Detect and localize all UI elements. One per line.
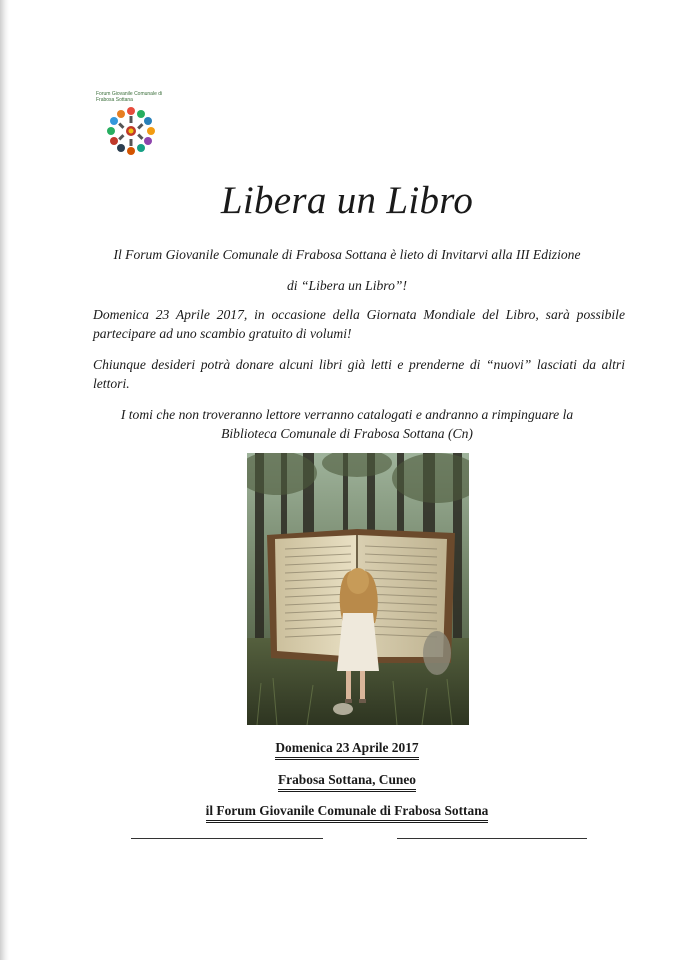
- event-paragraph: Domenica 23 Aprile 2017, in occasione della Giornata Mondiale del Libro, sarà possibile partecipare ad uno scambio gratuito di volumi!: [93, 307, 625, 341]
- girl-and-giant-book-image: [247, 453, 469, 725]
- intro-line-2: di “Libera un Libro”!: [287, 278, 407, 293]
- logo-caption: Forum Giovanile Comunale di Frabosa Sottana: [96, 91, 163, 103]
- catalog-line-2: Biblioteca Comunale di Frabosa Sottana (Cn): [221, 426, 473, 441]
- catalog-line-1: I tomi che non troveranno lettore verranno catalogati e andranno a rimpinguare la: [120, 407, 574, 422]
- footer-place: Frabosa Sottana, Cuneo: [0, 772, 694, 792]
- signature-line-right: [397, 838, 587, 839]
- donation-paragraph: Chiunque desideri potrà donare alcuni libri già letti e prenderne di “nuovi” lasciati da altri lettori.: [93, 357, 625, 391]
- footer-date: Domenica 23 Aprile 2017: [0, 740, 694, 760]
- page-title: Libera un Libro: [220, 179, 474, 222]
- footer-organizer: il Forum Giovanile Comunale di Frabosa Sottana: [0, 803, 694, 823]
- intro-line-1: Il Forum Giovanile Comunale di Frabosa Sottana è lieto di Invitarvi alla III Edizione: [113, 247, 581, 262]
- signature-line-left: [131, 838, 323, 839]
